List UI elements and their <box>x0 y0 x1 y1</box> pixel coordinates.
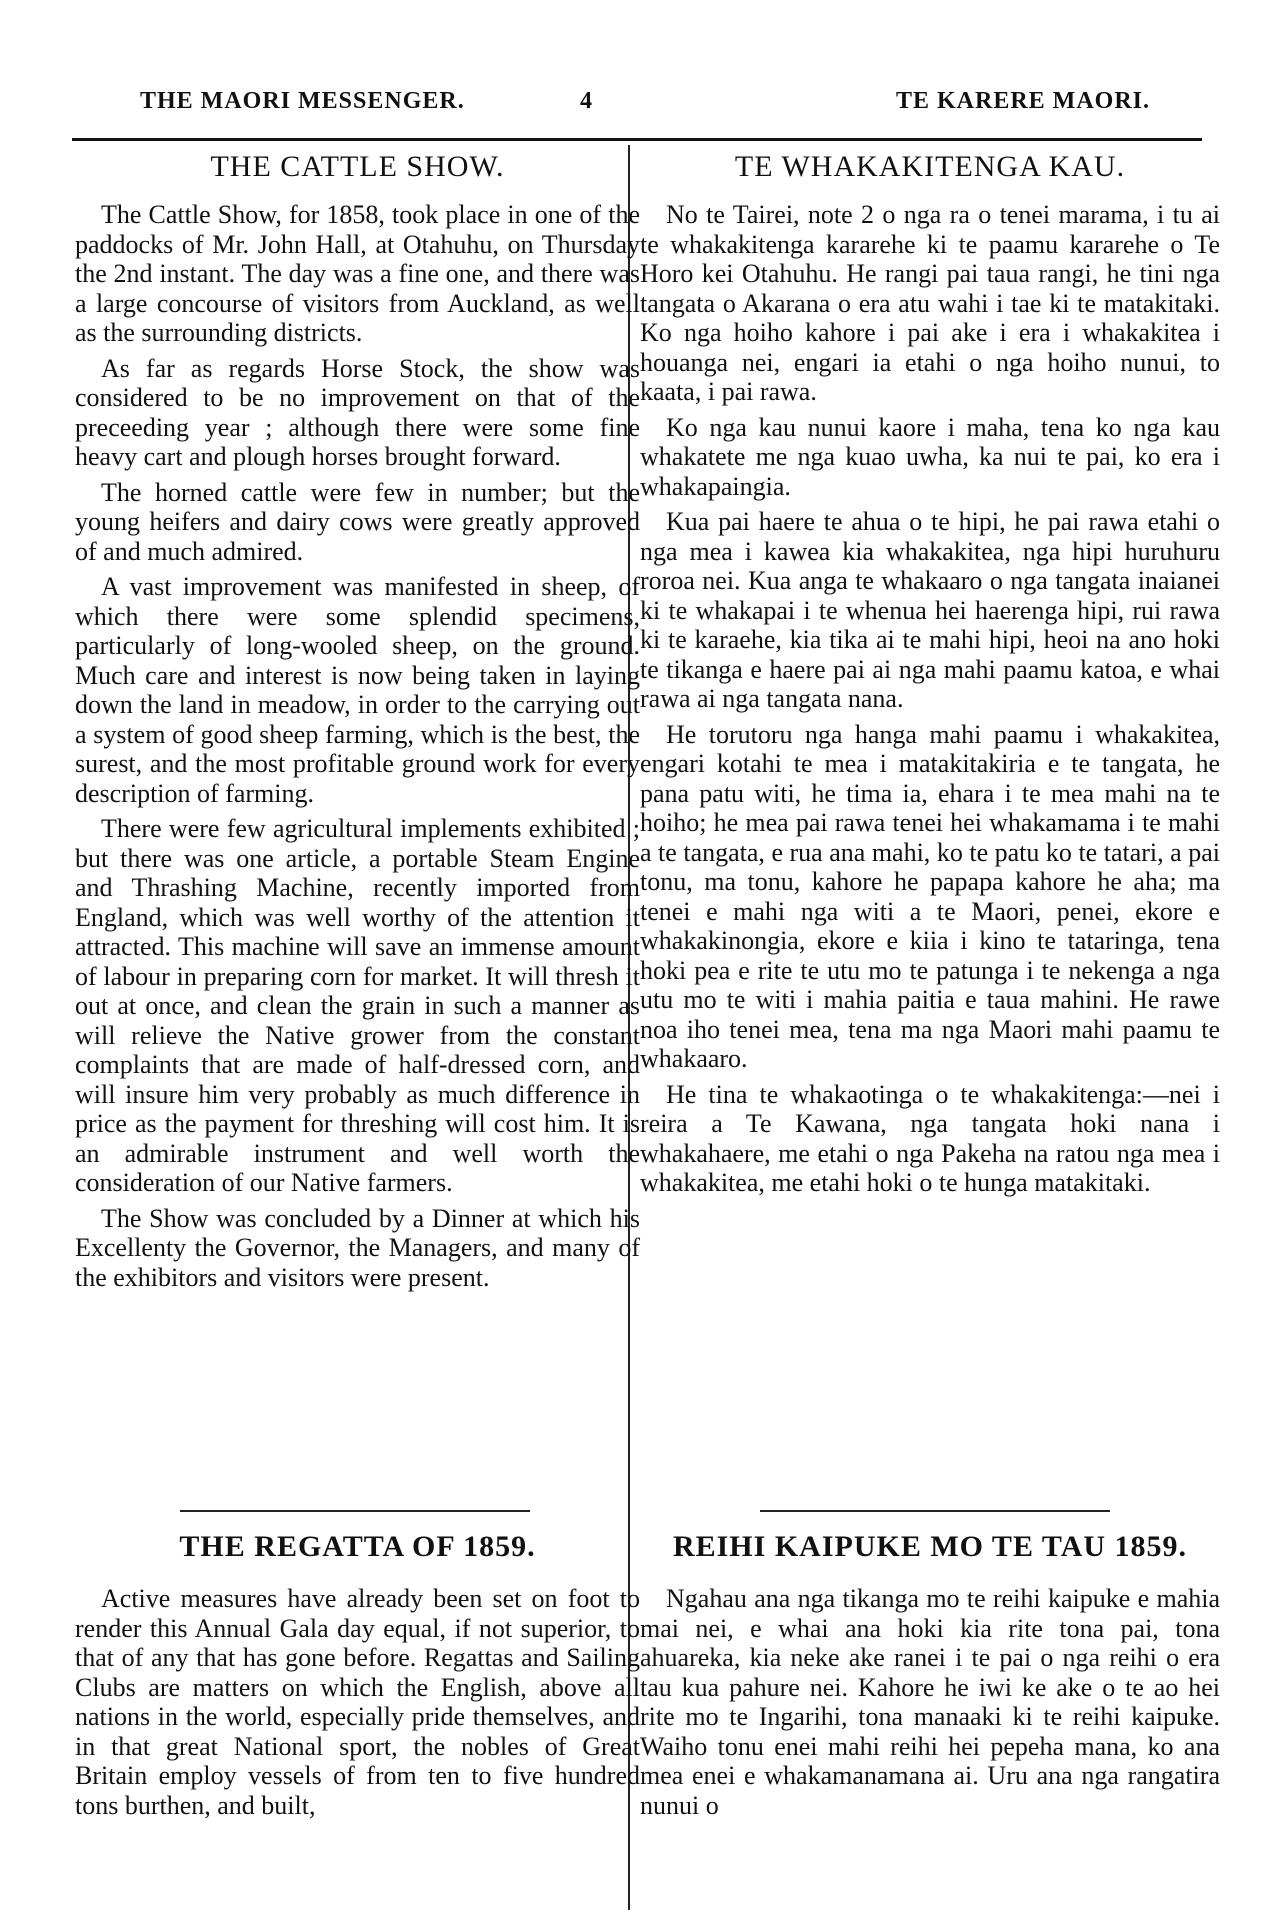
article-title: REIHI KAIPUKE MO TE TAU 1859. <box>672 1530 1188 1563</box>
article-paragraph: No te Tairei, note 2 o nga ra o tenei marama, i tu ai te whakakitenga kararehe ki te paamu kararehe o Te Horo kei Otahuhu. He rangi pai taua rangi, he tini nga tangata o Akarana o era atu wahi i tae ki te matakitaki. Ko nga hoiho kahore i pai ake i era i whakakitea i houanga nei, engari ia etahi o nga hoiho nunui, to kaata, i pai rawa. <box>640 200 1220 406</box>
article-whakakitenga-kau <box>640 150 1220 1204</box>
article-paragraph: Ko nga kau nunui kaore i maha, tena ko nga kau whakatete me nga kuao uwha, ka nui te pai, ko era i whakapaingia. <box>640 412 1220 501</box>
header-rule <box>72 138 1202 141</box>
article-paragraph: The horned cattle were few in number; but the young heifers and dairy cows were greatly approved of and much admired. <box>75 477 640 566</box>
article-paragraph: Kua pai haere te ahua o te hipi, he pai rawa etahi o nga mea i kawea kia whakakitea, nga hipi huruhuru roroa nei. Kua anga te whakaaro o nga tangata inaianei ki te whakapai i te whenua hei haerenga hipi, rui rawa ki te karaehe, kia tika ai te mahi hipi, heoi na ano hoki te tikanga e haere pai ai nga mahi paamu katoa, e whai rawa ai nga tangata nana. <box>640 507 1220 713</box>
section-rule <box>180 1510 530 1512</box>
article-title: TE WHAKAKITENGA KAU. <box>734 150 1126 183</box>
article-paragraph: There were few agricultural implements exhibited ; but there was one article, a portable Steam Engine and Thrashing Machine, recently imported from England, which was well worthy of the attention it attracted. This machine will save an immense amount of labour in preparing corn for market. It will thresh it out at once, and clean the grain in such a manner as will relieve the Native grower from the constant complaints that are made of half-dressed corn, and will insure him very probably as much difference in price as the payment for threshing will cost him. It is an admirable instrument and well worth the consideration of our Native farmers. <box>75 814 640 1197</box>
header-english-title: THE MAORI MESSENGER. <box>140 88 465 114</box>
article-paragraph: As far as regards Horse Stock, the show was considered to be no improvement on that of the preceeding year ; although there were some fine heavy cart and plough horses brought forward. <box>75 353 640 471</box>
article-paragraph: The Show was concluded by a Dinner at which his Excellenty the Governor, the Managers, and many of the exhibitors and visitors were present. <box>75 1203 640 1292</box>
article-paragraph: A vast improvement was manifested in sheep, of which there were some splendid specimens, particularly of long-wooled sheep, on the ground. Much care and interest is now being taken in laying down the land in meadow, in order to the carrying out a system of good sheep farming, which is the best, the surest, and the most profitable ground work for every description of farming. <box>75 572 640 808</box>
section-rule <box>760 1510 1110 1512</box>
page-header <box>140 88 1150 120</box>
article-regatta <box>75 1530 640 1826</box>
header-maori-title: TE KARERE MAORI. <box>895 88 1150 114</box>
article-paragraph: He tina te whakaotinga o te whakakitenga:—nei i reira a Te Kawana, nga tangata hoki nana i whakahaere, me etahi o nga Pakeha na ratou nga mea i whakakitea, me etahi hoki o te hunga matakitaki. <box>640 1079 1220 1197</box>
article-paragraph: He torutoru nga hanga mahi paamu i whakakitea, engari kotahi te mea i matakitakiria e te tangata, he pana patu witi, he tima ia, ehara i te mea mahi na te hoiho; he mea pai rawa tenei hei whakamama i te mahi a te tangata, e rua ana mahi, ko te patu ko te tatari, a pai tonu, ma tonu, kahore he papapa kahore he aha; ma tenei e mahi nga witi a te Maori, penei, ekore e whakakinongia, ekore e kiia i kino te tataringa, tena hoki pea e rite te utu mo te patunga i te nekenga a nga utu mo te witi i mahia paitia e taua mahini. He rawe noa iho tenei mea, tena ma nga Maori mahi paamu te whakaaro. <box>640 719 1220 1073</box>
page-number: 4 <box>580 88 593 114</box>
article-title: THE REGATTA OF 1859. <box>179 1530 536 1563</box>
article-title: THE CATTLE SHOW. <box>210 150 505 183</box>
article-reihi-kaipuke <box>640 1530 1220 1826</box>
article-paragraph: Active measures have already been set on foot to render this Annual Gala day equal, if not superior, to that of any that has gone before. Regattas and Sailing Clubs are matters on which the English, above all nations in the world, especially pride themselves, and in that great National sport, the nobles of Great Britain employ vessels of from ten to five hundred tons burthen, and built, <box>75 1584 640 1820</box>
article-paragraph: The Cattle Show, for 1858, took place in one of the paddocks of Mr. John Hall, at Otahuhu, on Thursday the 2nd instant. The day was a fine one, and there was a large concourse of visitors from Auckland, as well as the surrounding districts. <box>75 200 640 347</box>
article-paragraph: Ngahau ana nga tikanga mo te reihi kaipuke e mahia mai nei, e whai ana hoki kia rite tona pai, tona ahuareka, kia neke ake ranei i te pai o nga reihi o era tau kua pahure nei. Kahore he iwi ke ake o te ao hei rite mo te Ingarihi, tona manaaki ki te reihi kaipuke. Waiho tonu enei mahi reihi hei pepeha mana, ko ana mea enei e whakamanamana ai. Uru ana nga rangatira nunui o <box>640 1584 1220 1820</box>
article-cattle-show <box>75 150 640 1298</box>
